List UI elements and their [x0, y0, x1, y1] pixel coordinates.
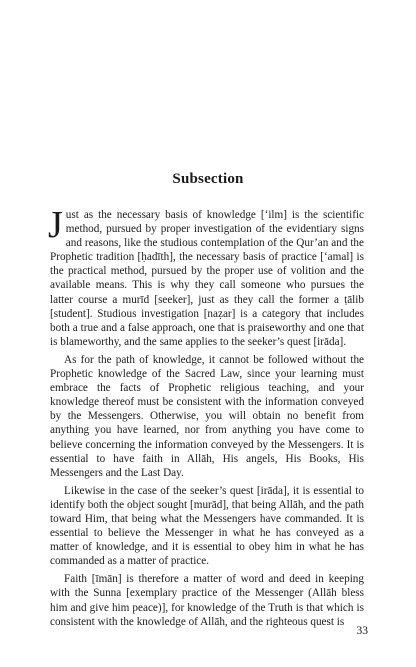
paragraph-2: As for the path of knowledge, it cannot be followed without the Prophetic knowledge of the Sacred Law, since your learning must embrace the facts of Prophetic religious teaching, and your knowledge thereof must be consistent with the information conveyed by the Messengers. Otherwise, you will obtain no benefit from anything you have learned, nor from anything you have come to believe concerning the information conveyed by the Messengers. It is essential to have faith in Allāh, His angels, His Books, His Messengers and the Last Day.: [50, 353, 364, 479]
paragraph-4: Faith [īmān] is therefore a matter of word and deed in keeping with the Sunna [exemplary practice of the Messenger (Allāh bless him and give him peace)], for knowledge of the Truth is that which is consistent with the knowledge of Allāh, and the righteous quest is: [50, 573, 364, 628]
drop-cap: J: [48, 204, 63, 246]
section-heading: Subsection: [172, 171, 244, 187]
page-number: 33: [356, 625, 368, 637]
paragraph-3: Likewise in the case of the seeker’s quest [irāda], it is essential to identify both the object sought [murād], that being Allāh, and the path toward Him, that being what the Messengers have commanded. It is essential to believe the Messenger in what he has conveyed as a matter of knowledge, and it is essential to obey him in what he has commanded as a matter of practice.: [50, 484, 364, 568]
paragraph-1: [48, 204, 364, 349]
body-text: [48, 204, 364, 633]
paragraph-1-text: ust as the necessary basis of knowledge [‘ilm] is the scientific method, pursued by proper investigation of the evidentiary signs and reasons, like the studious contemplation of the Qur’an and the Prophetic tradition [ḥadīth], the necessary basis of practice [‘amal] is the practical method, pursued by the proper use of volition and the available means. This is why they call someone who pursues the latter course a murīd [seeker], just as they call the former a ṭālib [student]. Studious investigation [naẓar] is a category that includes both a true and a false approach, one that is praiseworthy and one that is blameworthy, and the same applies to the seeker’s quest [irāda].: [50, 209, 364, 348]
